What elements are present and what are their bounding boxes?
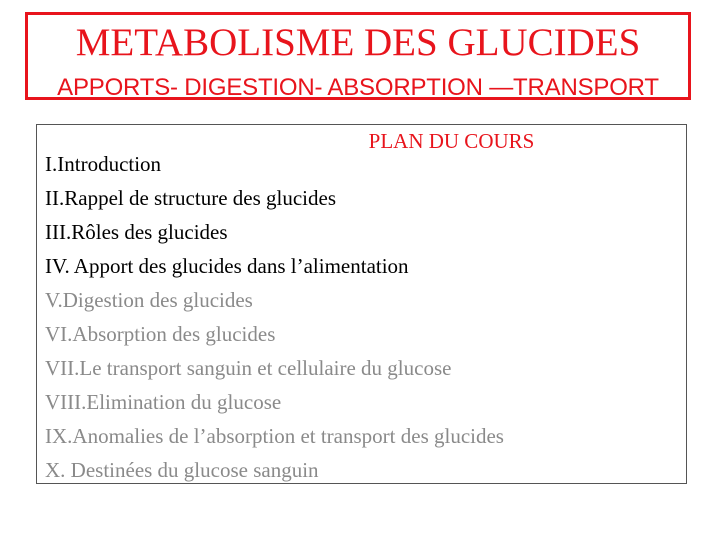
plan-heading: PLAN DU COURS <box>368 129 535 153</box>
plan-item-anomalies: IX.Anomalies de l’absorption et transport des glucides <box>45 424 504 448</box>
plan-item-structure: II.Rappel de structure des glucides <box>45 186 336 210</box>
plan-item-transport: VII.Le transport sanguin et cellulaire du glucose <box>45 356 452 380</box>
course-plan-box <box>36 124 687 484</box>
page-title: METABOLISME DES GLUCIDES <box>75 21 641 64</box>
plan-item-roles: III.Rôles des glucides <box>45 220 228 244</box>
plan-item-apport: IV. Apport des glucides dans l’alimentation <box>45 254 409 278</box>
plan-item-absorption: VI.Absorption des glucides <box>45 322 276 346</box>
plan-item-digestion: V.Digestion des glucides <box>45 288 253 312</box>
plan-item-elimination: VIII.Elimination du glucose <box>45 390 282 414</box>
plan-item-introduction: I.Introduction <box>45 152 162 176</box>
plan-item-destinees: X. Destinées du glucose sanguin <box>45 458 319 482</box>
plan-list <box>45 152 504 492</box>
title-banner <box>25 12 691 100</box>
page-subtitle: APPORTS- DIGESTION- ABSORPTION —TRANSPORT <box>57 74 659 101</box>
